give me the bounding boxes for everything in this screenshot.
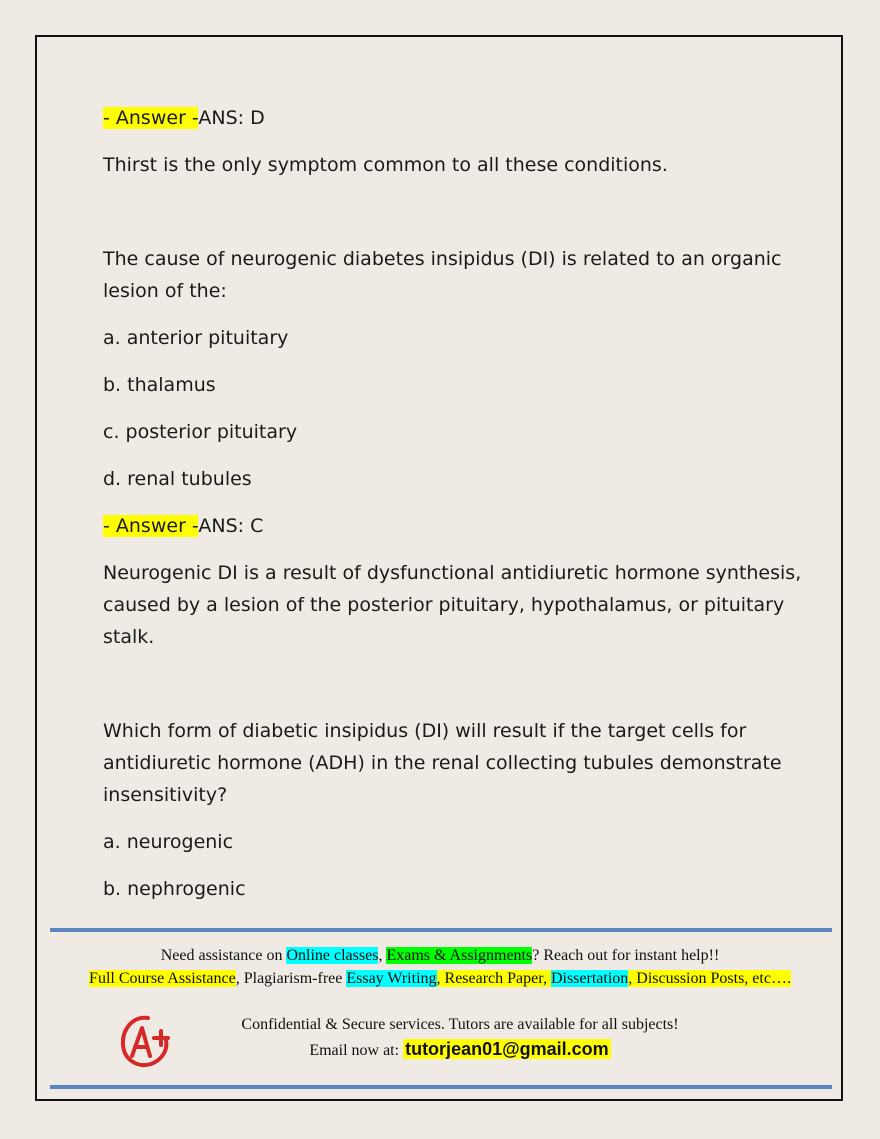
q3-option-a: a. neurogenic <box>103 831 234 853</box>
confidential-text: Confidential & Secure services. Tutors are available for all subjects! <box>241 1016 679 1033</box>
email-address[interactable]: tutorjean01@gmail.com <box>405 1039 609 1059</box>
answer-value: ANS: D <box>198 107 265 129</box>
q2-option-a: a. anterior pituitary <box>103 327 289 349</box>
answer-value: ANS: C <box>198 515 264 537</box>
exams-link: Exams & Assignments <box>386 947 533 964</box>
footer-contact <box>60 1013 860 1062</box>
rationale-1: Thirst is the only symptom common to all these conditions. <box>103 154 668 176</box>
answer-label: - Answer - <box>103 515 199 537</box>
footer-line-2: Full Course Assistance, Plagiarism-free Essay Writing, Research Paper, Dissertation, Discussion Posts, etc…. <box>89 970 791 987</box>
q2-option-b: b. thalamus <box>103 374 216 396</box>
footer-top-rule <box>50 928 832 932</box>
document-body <box>103 102 803 920</box>
answer-2 <box>103 510 803 542</box>
rationale-2: Neurogenic DI is a result of dysfunctional antidiuretic hormone synthesis, caused by a lesion of the posterior pituitary, hypothalamus, or pituitary stalk. <box>103 562 802 648</box>
footer-line-1: Need assistance on Online classes, Exams & Assignments? Reach out for instant help!! <box>160 947 720 964</box>
online-classes-link: Online classes <box>286 947 379 964</box>
question-3: Which form of diabetic insipidus (DI) will result if the target cells for antidiuretic hormone (ADH) in the renal collecting tubules demonstrate insensitivity? <box>103 720 782 806</box>
answer-label: - Answer - <box>103 107 199 129</box>
q2-option-d: d. renal tubules <box>103 468 252 490</box>
footer-bottom-rule <box>50 1085 832 1089</box>
answer-1 <box>103 102 803 134</box>
a-plus-logo-icon <box>118 1012 172 1070</box>
footer-promo <box>40 944 840 990</box>
question-2: The cause of neurogenic diabetes insipidus (DI) is related to an organic lesion of the: <box>103 248 782 302</box>
q3-option-b: b. nephrogenic <box>103 878 246 900</box>
q2-option-c: c. posterior pituitary <box>103 421 298 443</box>
email-line: Email now at: tutorjean01@gmail.com <box>309 1039 609 1059</box>
